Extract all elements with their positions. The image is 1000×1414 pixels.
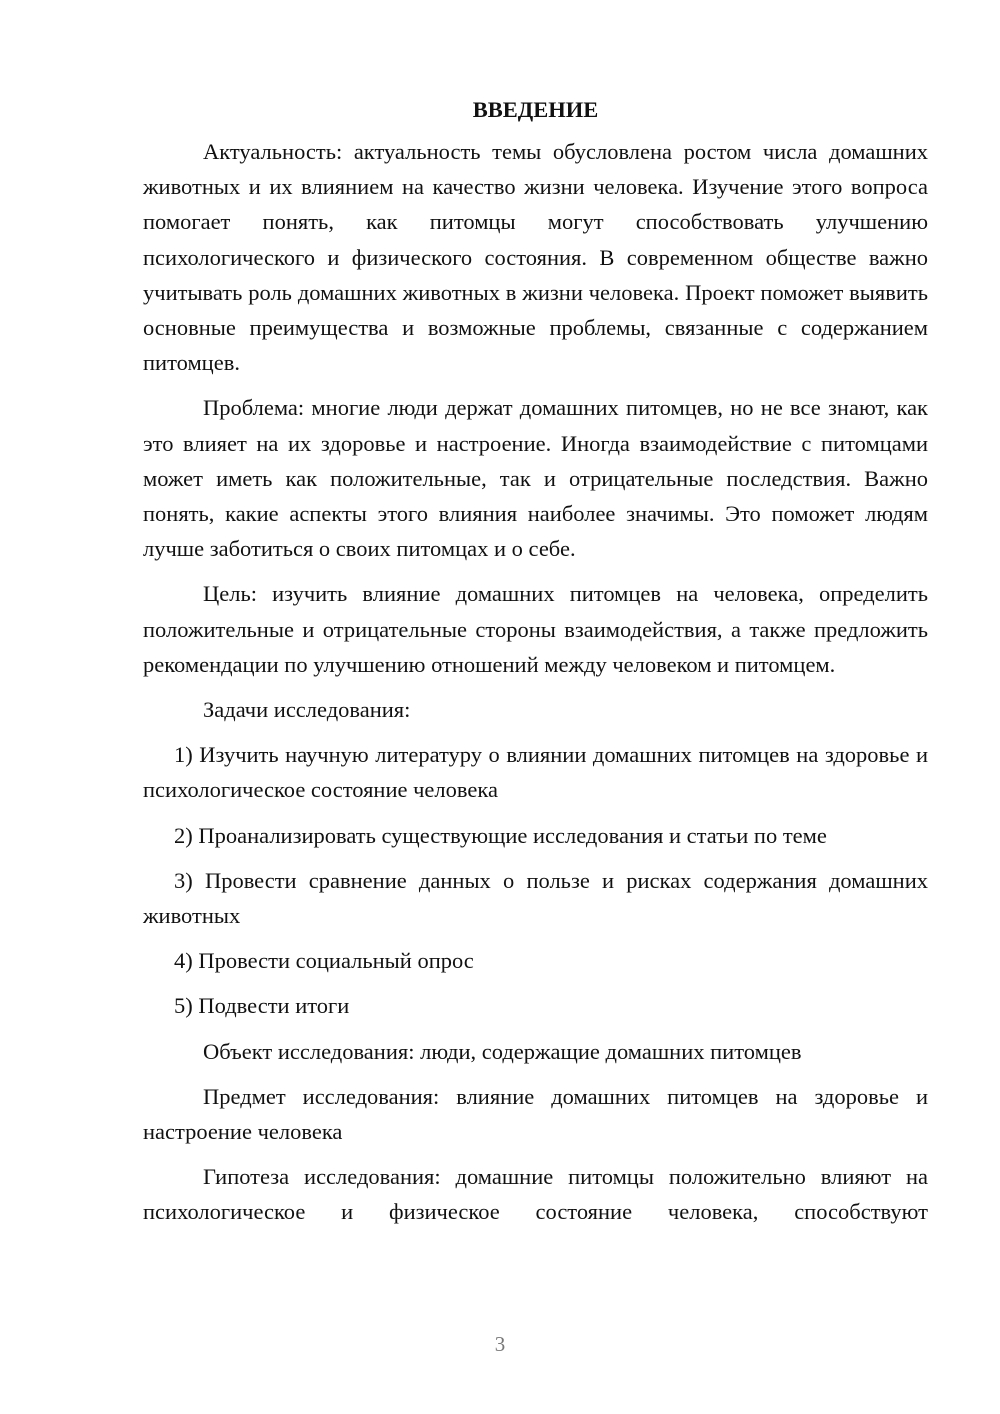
page-content [143, 90, 928, 1240]
tasks-heading: Задачи исследования: [203, 697, 411, 723]
task-item-5: 5) Подвести итоги [174, 993, 350, 1019]
problem-paragraph: Проблема: многие люди держат домашних питомцев, но не все знают, как это влияет на их здоровье и настроение. Иногда взаимодействие с питомцами может иметь как положительные, так и отрицательные последствия. Важно понять, какие аспекты этого влияния наиболее значимы. Это поможет людям лучше заботиться о своих питомцах и о себе. [143, 395, 928, 562]
task-item-3: 3) Провести сравнение данных о пользе и рисках содержания домашних животных [143, 867, 928, 929]
task-item-4: 4) Провести социальный опрос [174, 948, 474, 974]
page-number: 3 [494, 1332, 506, 1356]
relevance-paragraph: Актуальность: актуальность темы обусловлена ростом числа домашних животных и их влиянием на качество жизни человека. Изучение этого вопроса помогает понять, как питомцы могут способствовать улучшению психологического и физического состояния. В современном обществе важно учитывать роль домашних животных в жизни человека. Проект поможет выявить основные преимущества и возможные проблемы, связанные с содержанием питомцев. [143, 139, 928, 376]
task-item-2: 2) Проанализировать существующие исследования и статьи по теме [174, 822, 827, 848]
research-object-paragraph: Объект исследования: люди, содержащие домашних питомцев [203, 1038, 802, 1064]
goal-paragraph: Цель: изучить влияние домашних питомцев на человека, определить положительные и отрицательные стороны взаимодействия, а также предложить рекомендации по улучшению отношений между человеком и питомцем. [143, 581, 928, 677]
hypothesis-paragraph: Гипотеза исследования: домашние питомцы положительно влияют на психологическое и физическое состояние человека, способствуют [143, 1164, 928, 1225]
research-subject-paragraph: Предмет исследования: влияние домашних питомцев на здоровье и настроение человека [143, 1083, 928, 1145]
task-item-1: 1) Изучить научную литературу о влиянии домашних питомцев на здоровье и психологическое состояние человека [143, 742, 928, 803]
section-title: ВВЕДЕНИЕ [472, 97, 599, 122]
